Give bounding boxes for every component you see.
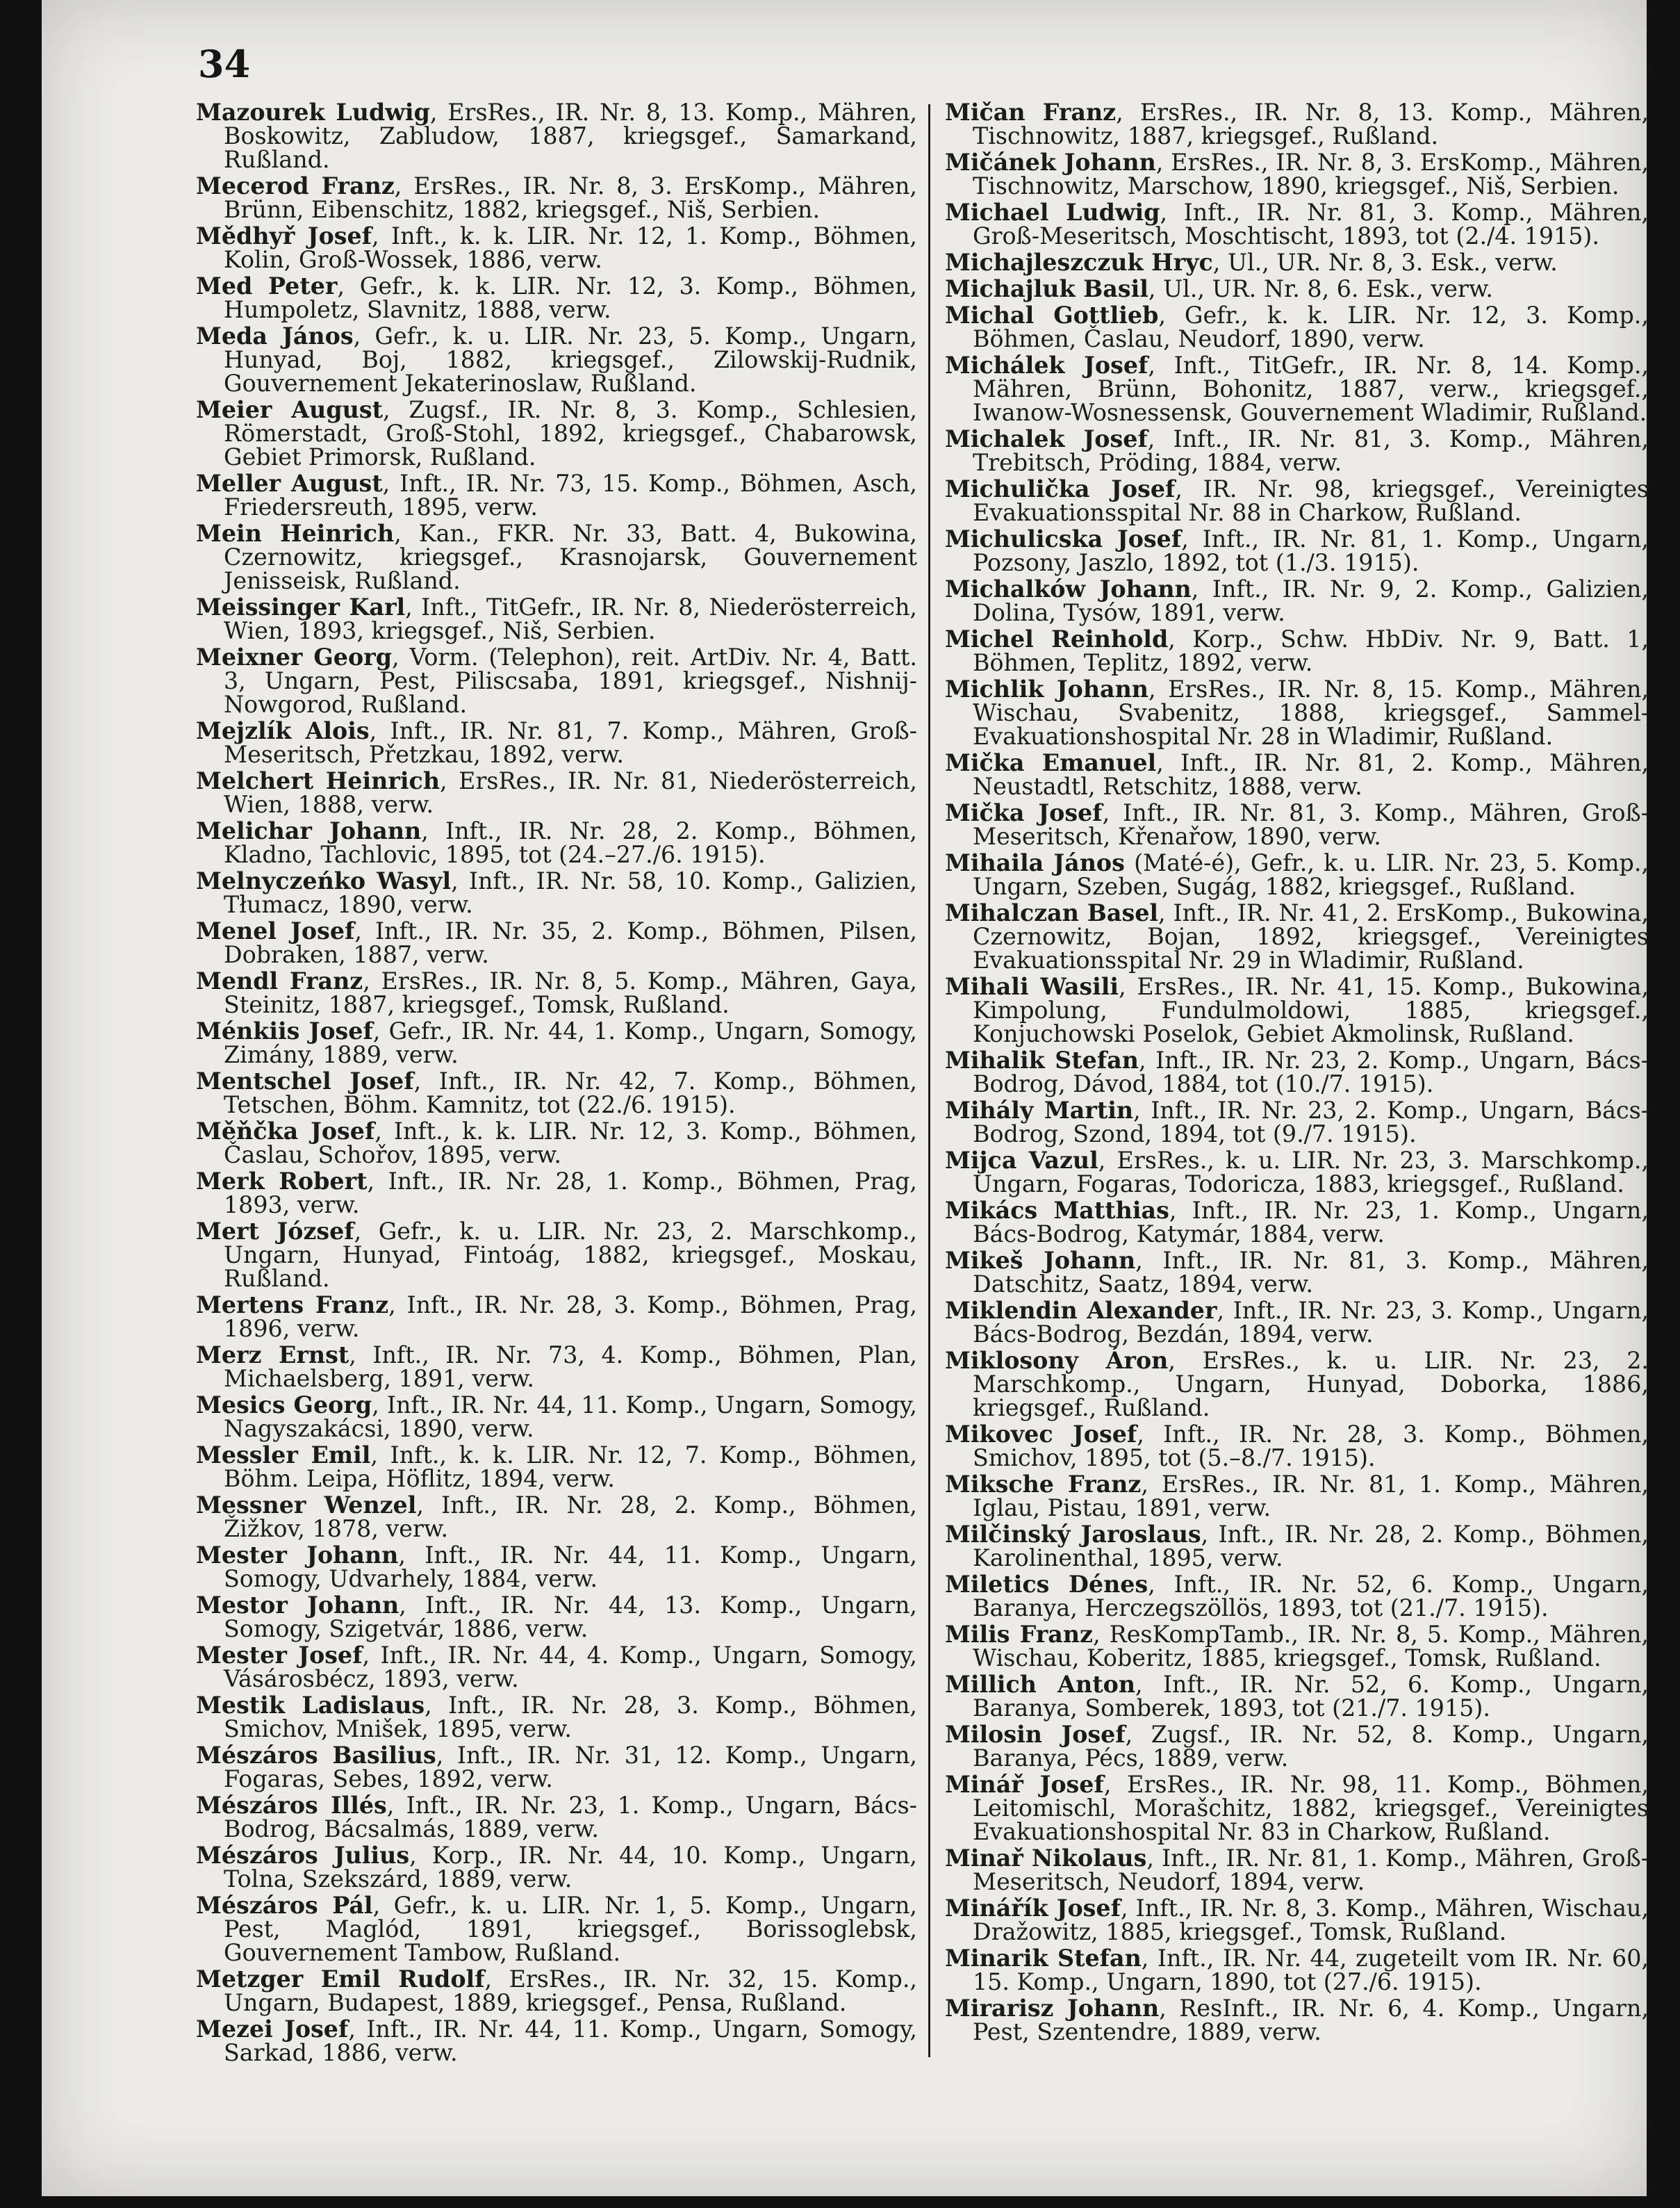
entry-details: , Gefr., k. k. LIR. Nr. 12, 3. Komp., Böhmen, Humpoletz, Slavnitz, 1888, verw. <box>224 272 917 323</box>
entry-name: Milčinský Jaroslaus <box>945 1521 1201 1548</box>
register-entry <box>196 1441 917 1492</box>
entry-details: , Zugsf., IR. Nr. 8, 3. Komp., Schlesien, Römerstadt, Groß-Stohl, 1892, kriegsgef., Chabarowsk, Gebiet Primorsk, Rußland. <box>224 396 918 471</box>
register-entry <box>196 1794 917 1841</box>
register-entry <box>196 522 917 593</box>
entry-name: Mikeš Johann <box>945 1247 1136 1274</box>
register-entry <box>196 1541 917 1592</box>
entry-name: Miletics Dénes <box>945 1571 1148 1598</box>
register-entry <box>945 277 1649 301</box>
register-entry <box>945 1249 1649 1296</box>
register-entry <box>196 1694 917 1741</box>
entry-details: , Inft., TitGefr., IR. Nr. 8, Niederösterreich, Wien, 1893, kriegsgef., Niš, Serbien. <box>224 594 917 644</box>
register-entry <box>945 678 1649 749</box>
entry-details: , Inft., IR. Nr. 44, 11. Komp., Ungarn, Somogy, Nagyszakácsi, 1890, verw. <box>224 1391 918 1442</box>
register-entry <box>945 1897 1649 1944</box>
entry-name: Metzger Emil Rudolf <box>196 1965 485 1993</box>
right-column <box>945 101 1649 2047</box>
register-entry <box>945 354 1649 425</box>
entry-name: Michulička Josef <box>945 475 1176 502</box>
entry-name: Mestor Johann <box>196 1592 400 1619</box>
register-entry <box>196 869 917 917</box>
entry-name: Mikovec Josef <box>945 1421 1137 1448</box>
entry-name: Mert József <box>196 1218 354 1245</box>
left-column <box>196 101 917 2068</box>
entry-name: Meier August <box>196 396 383 423</box>
register-entry <box>945 1947 1649 1994</box>
entry-details: , Inft., k. k. LIR. Nr. 12, 3. Komp., Böhmen, Časlau, Schořov, 1895, verw. <box>224 1118 917 1168</box>
entry-name: Michajleszczuk Hryc <box>945 249 1213 276</box>
entry-name: Meixner Georg <box>196 644 392 671</box>
register-entry <box>196 174 917 222</box>
entry-details: , Inft., IR. Nr. 52, 6. Komp., Ungarn, Baranya, Somberek, 1893, tot (21./7. 1915). <box>973 1671 1649 1722</box>
page-number: 34 <box>198 42 251 86</box>
entry-name: Minářík Josef <box>945 1895 1121 1922</box>
register-entry <box>196 1644 917 1691</box>
entry-name: Mertens Franz <box>196 1291 389 1318</box>
entry-name: Meller August <box>196 470 383 497</box>
entry-name: Mester Johann <box>196 1541 399 1569</box>
register-entry <box>196 1120 917 1167</box>
register-entry <box>196 101 917 172</box>
entry-details: , Inft., IR. Nr. 81, 2. Komp., Mähren, Neustadtl, Retschitz, 1888, verw. <box>973 749 1649 800</box>
entry-name: Michlik Johann <box>945 676 1149 703</box>
entry-name: Michajluk Basil <box>945 275 1148 302</box>
entry-details: , ErsRes., IR. Nr. 8, 15. Komp., Mähren, Wischau, Svabenitz, 1888, kriegsgef., Sammel-Evakuationshospital Nr. 28 in Wladimir, Rußland. <box>973 676 1649 750</box>
entry-details: , Inft., IR. Nr. 44, zugeteilt vom IR. Nr. 60, 15. Komp., Ungarn, 1890, tot (27./6. 1915). <box>973 1945 1649 1995</box>
entry-name: Miklendin Alexander <box>945 1297 1217 1324</box>
entry-details: , Gefr., IR. Nr. 44, 1. Komp., Ungarn, Somogy, Zimány, 1889, verw. <box>224 1017 917 1068</box>
entry-details: , ErsRes., IR. Nr. 8, 13. Komp., Mähren, Tischnowitz, 1887, kriegsgef., Rußland. <box>973 99 1649 149</box>
register-entry <box>196 819 917 867</box>
register-entry <box>196 596 917 643</box>
entry-details: , Inft., IR. Nr. 81, 1. Komp., Mähren, Groß-Meseritsch, Neudorf, 1894, verw. <box>973 1845 1649 1895</box>
register-entry <box>945 1997 1649 2044</box>
entry-details: , Inft., IR. Nr. 31, 12. Komp., Ungarn, Fogaras, Sebes, 1892, verw. <box>224 1742 917 1792</box>
entry-name: Meda János <box>196 322 354 350</box>
register-entry <box>196 1343 917 1391</box>
register-entry <box>945 1099 1649 1146</box>
entry-details: , Inft., IR. Nr. 28, 2. Komp., Böhmen, Žižkov, 1878, verw. <box>224 1491 917 1542</box>
register-entry <box>945 851 1649 899</box>
register-entry <box>945 751 1649 799</box>
register-entry <box>196 1293 917 1341</box>
entry-details: , ErsRes., IR. Nr. 8, 3. ErsKomp., Mähren, Brünn, Eibenschitz, 1882, kriegsgef., Niš, Serbien. <box>224 172 917 223</box>
register-entry <box>196 719 917 767</box>
entry-details: , Inft., IR. Nr. 28, 1. Komp., Böhmen, Prag, 1893, verw. <box>224 1168 917 1218</box>
entry-details: , IR. Nr. 98, kriegsgef., Vereinigtes Evakuationsspital Nr. 88 in Charkow, Rußland. <box>973 475 1649 526</box>
entry-name: Mezei Josef <box>196 2015 349 2043</box>
register-entry <box>945 477 1649 525</box>
entry-name: Miksche Franz <box>945 1471 1142 1498</box>
register-entry <box>945 1423 1649 1470</box>
register-entry <box>196 1594 917 1641</box>
entry-name: Melchert Heinrich <box>196 767 440 794</box>
entry-details: , Gefr., k. k. LIR. Nr. 12, 3. Komp., Böhmen, Časlau, Neudorf, 1890, verw. <box>973 302 1649 352</box>
entry-details: , ErsRes., k. u. LIR. Nr. 23, 2. Marschkomp., Ungarn, Hunyad, Doborka, 1886, kriegsgef., Rußland. <box>973 1347 1649 1421</box>
register-entry <box>945 427 1649 475</box>
register-entry <box>196 2015 918 2066</box>
entry-name: Mejzlík Alois <box>196 717 370 744</box>
entry-name: Miklosony Áron <box>945 1347 1169 1374</box>
register-entry <box>196 1965 917 2016</box>
entry-details: , Inft., IR. Nr. 28, 3. Komp., Böhmen, Smichov, Mnišek, 1895, verw. <box>224 1692 917 1742</box>
entry-details: , ErsRes., IR. Nr. 8, 13. Komp., Mähren, Boskowitz, Zabludow, 1887, kriegsgef., Samarkand, Rußland. <box>224 99 917 173</box>
entry-details: , Inft., IR. Nr. 28, 2. Komp., Böhmen, Karolinenthal, 1895, verw. <box>973 1521 1649 1571</box>
entry-details: , Vorm. (Telephon), reit. ArtDiv. Nr. 4, Batt. 3, Ungarn, Pest, Piliscsaba, 1891, kriegsgef., Nishnij-Nowgorod, Rußland. <box>224 644 917 718</box>
register-entry <box>196 646 917 717</box>
entry-details: , Inft., IR. Nr. 23, 1. Komp., Ungarn, Bács-Bodrog, Bácsalmás, 1889, verw. <box>224 1792 917 1842</box>
register-entry <box>196 224 917 272</box>
entry-name: Merz Ernst <box>196 1341 349 1368</box>
entry-details: , Inft., IR. Nr. 44, 4. Komp., Ungarn, Somogy, Vásárosbécz, 1893, verw. <box>224 1642 917 1692</box>
register-entry <box>945 1349 1649 1420</box>
entry-details: , Inft., IR. Nr. 44, 11. Komp., Ungarn, Somogy, Udvarhely, 1884, verw. <box>224 1541 917 1592</box>
register-entry <box>945 1049 1649 1096</box>
entry-details: , ErsRes., IR. Nr. 41, 15. Komp., Bukowina, Kimpolung, Fundulmoldowi, 1885, kriegsgef., Konjuchowski Poselok, Gebiet Akmolinsk, Rußland. <box>973 973 1649 1047</box>
entry-details: , ErsRes., IR. Nr. 81, 1. Komp., Mähren, Iglau, Pistau, 1891, verw. <box>973 1471 1649 1521</box>
register-entry <box>945 801 1649 849</box>
entry-details: , Inft., IR. Nr. 44, 11. Komp., Ungarn, Somogy, Sarkad, 1886, verw. <box>224 2015 918 2066</box>
register-entry <box>196 1170 917 1217</box>
entry-details: , Inft., IR. Nr. 42, 7. Komp., Böhmen, Tetschen, Böhm. Kamnitz, tot (22./6. 1915). <box>224 1068 917 1118</box>
entry-name: Měňčka Josef <box>196 1118 375 1145</box>
register-entry <box>945 101 1649 148</box>
entry-name: Michálek Josef <box>945 352 1148 379</box>
register-entry <box>945 1773 1649 1844</box>
register-entry <box>196 322 917 397</box>
entry-details: , Inft., IR. Nr. 81, 7. Komp., Mähren, Groß-Meseritsch, Přetzkau, 1892, verw. <box>224 717 917 768</box>
entry-name: Milis Franz <box>945 1621 1093 1648</box>
entry-details: , ResInft., IR. Nr. 6, 4. Komp., Ungarn, Pest, Szentendre, 1889, verw. <box>973 1995 1649 2045</box>
register-entry <box>945 1473 1649 1520</box>
entry-name: Mihaila János <box>945 849 1125 876</box>
register-entry <box>945 1723 1649 1770</box>
register-entry <box>196 1491 917 1542</box>
entry-details: , Inft., IR. Nr. 52, 6. Komp., Ungarn, Baranya, Herczegszöllös, 1893, tot (21./7. 1915). <box>973 1571 1649 1621</box>
entry-name: Michal Gottlieb <box>945 302 1159 329</box>
register-entry <box>945 251 1649 275</box>
entry-details: , Inft., IR. Nr. 81, 3. Komp., Mähren, Groß-Meseritsch, Moschtischt, 1893, tot (2./4. 1915). <box>973 199 1649 250</box>
entry-name: Michael Ludwig <box>945 199 1160 226</box>
entry-details: , Inft., IR. Nr. 35, 2. Komp., Böhmen, Pilsen, Dobraken, 1887, verw. <box>224 917 917 968</box>
entry-name: Minař Nikolaus <box>945 1845 1147 1872</box>
entry-details: , ErsRes., IR. Nr. 81, Niederösterreich, Wien, 1888, verw. <box>224 767 917 818</box>
entry-details: , Inft., IR. Nr. 81, 3. Komp., Mähren, Groß-Meseritsch, Křenařow, 1890, verw. <box>973 799 1649 850</box>
entry-details: , Zugsf., IR. Nr. 52, 8. Komp., Ungarn, Baranya, Pécs, 1889, verw. <box>973 1721 1649 1772</box>
entry-details: , Inft., IR. Nr. 23, 2. Komp., Ungarn, Bács-Bodrog, Szond, 1894, tot (9./7. 1915). <box>973 1097 1649 1147</box>
entry-name: Mendl Franz <box>196 967 363 995</box>
entry-name: Mičan Franz <box>945 99 1117 126</box>
entry-name: Michel Reinhold <box>945 625 1169 653</box>
register-entry <box>945 1299 1649 1346</box>
entry-details: , Inft., IR. Nr. 73, 4. Komp., Böhmen, Plan, Michaelsberg, 1891, verw. <box>224 1341 917 1392</box>
register-entry <box>196 1744 917 1791</box>
entry-details: , Inft., IR. Nr. 81, 1. Komp., Ungarn, Pozsony, Jaszlo, 1892, tot (1./3. 1915). <box>973 525 1649 576</box>
entry-name: Mecerod Franz <box>196 172 395 199</box>
entry-details: , Korp., Schw. HbDiv. Nr. 9, Batt. 1, Böhmen, Teplitz, 1892, verw. <box>973 625 1649 676</box>
entry-details: , ErsRes., IR. Nr. 8, 5. Komp., Mähren, Gaya, Steinitz, 1887, kriegsgef., Tomsk, Rußland. <box>224 967 917 1018</box>
entry-name: Mědhyř Josef <box>196 222 372 250</box>
entry-name: Mijca Vazul <box>945 1147 1098 1174</box>
entry-name: Mička Josef <box>945 799 1103 826</box>
entry-details: , Inft., TitGefr., IR. Nr. 8, 14. Komp., Mähren, Brünn, Bohonitz, 1887, verw., kriegsgef., Iwanow-Wosnessensk, Gouvernement Wladimir, Rußland. <box>973 352 1649 426</box>
entry-details: , Gefr., k. u. LIR. Nr. 23, 5. Komp., Ungarn, Hunyad, Boj, 1882, kriegsgef., Zilowskij-Rudnik, Gouvernement Jekaterinoslaw, Rußland. <box>224 322 917 397</box>
register-entry <box>945 1199 1649 1246</box>
entry-details: , Inft., k. k. LIR. Nr. 12, 1. Komp., Böhmen, Kolin, Groß-Wossek, 1886, verw. <box>224 222 917 273</box>
entry-name: Milosin Josef <box>945 1721 1126 1748</box>
entry-details: , Ul., UR. Nr. 8, 3. Esk., verw. <box>1212 249 1558 276</box>
entry-name: Meissinger Karl <box>196 594 406 621</box>
register-entry <box>196 398 917 469</box>
register-entry <box>196 272 917 323</box>
entry-name: Mihalczan Basel <box>945 899 1159 926</box>
entry-details: , Kan., FKR. Nr. 33, Batt. 4, Bukowina, Czernowitz, kriegsgef., Krasnojarsk, Gouvernement Jenisseisk, Rußland. <box>224 520 917 594</box>
entry-name: Mirarisz Johann <box>945 1995 1160 2022</box>
entry-details: , ErsRes., IR. Nr. 98, 11. Komp., Böhmen, Leitomischl, Morašchitz, 1882, kriegsgef., Vereinigtes Evakuationshospital Nr. 83 in Charkow, Rußland. <box>973 1771 1649 1845</box>
entry-name: Mestik Ladislaus <box>196 1692 425 1719</box>
register-entry <box>945 975 1649 1046</box>
entry-name: Mička Emanuel <box>945 749 1157 776</box>
entry-name: Mesics Georg <box>196 1391 372 1418</box>
entry-details: (Maté-é), Gefr., k. u. LIR. Nr. 23, 5. Komp., Ungarn, Szeben, Sugág, 1882, kriegsgef., Rußland. <box>973 849 1649 900</box>
entry-name: Mester Josef <box>196 1642 363 1669</box>
entry-details: , Inft., IR. Nr. 28, 3. Komp., Böhmen, Prag, 1896, verw. <box>224 1291 918 1342</box>
register-entry <box>945 151 1649 198</box>
entry-name: Merk Robert <box>196 1168 368 1195</box>
entry-details: , Inft., IR. Nr. 81, 3. Komp., Mähren, Trebitsch, Pröding, 1884, verw. <box>973 425 1649 476</box>
entry-details: , ErsRes., IR. Nr. 8, 3. ErsKomp., Mähren, Tischnowitz, Marschow, 1890, kriegsgef., Niš, Serbien. <box>973 149 1649 199</box>
entry-details: , Inft., IR. Nr. 28, 3. Komp., Böhmen, Smichov, 1895, tot (5.–8./7. 1915). <box>973 1421 1649 1471</box>
register-entry <box>196 472 917 519</box>
register-entry <box>945 1673 1649 1720</box>
entry-name: Mészáros Julius <box>196 1842 410 1869</box>
column-divider <box>928 104 930 2057</box>
document-page <box>42 0 1647 2196</box>
entry-details: , ResKompTamb., IR. Nr. 8, 5. Komp., Mähren, Wischau, Koberitz, 1885, kriegsgef., Tomsk, Rußland. <box>973 1621 1649 1671</box>
register-entry <box>945 625 1649 676</box>
entry-details: , Gefr., k. u. LIR. Nr. 23, 2. Marschkomp., Ungarn, Hunyad, Fintoág, 1882, kriegsgef., Moskau, Rußland. <box>224 1218 917 1292</box>
entry-details: , Inft., IR. Nr. 28, 2. Komp., Böhmen, Kladno, Tachlovic, 1895, tot (24.–27./6. 1915). <box>224 817 917 868</box>
entry-name: Mihály Martin <box>945 1097 1134 1124</box>
entry-name: Mein Heinrich <box>196 520 395 547</box>
register-entry <box>196 1844 917 1891</box>
entry-name: Messler Emil <box>196 1441 371 1469</box>
register-entry <box>945 575 1649 626</box>
entry-details: , Inft., IR. Nr. 23, 3. Komp., Ungarn, Bács-Bodrog, Bezdán, 1894, verw. <box>973 1297 1649 1348</box>
entry-name: Menel Josef <box>196 917 355 944</box>
entry-details: , Gefr., k. u. LIR. Nr. 1, 5. Komp., Ungarn, Pest, Maglód, 1891, kriegsgef., Borissoglebsk, Gouvernement Tambow, Rußland. <box>224 1892 917 1966</box>
entry-details: , ErsRes., IR. Nr. 32, 15. Komp., Ungarn, Budapest, 1889, kriegsgef., Pensa, Rußland. <box>224 1965 917 2016</box>
entry-name: Mihali Wasili <box>945 973 1119 1000</box>
register-entry <box>196 1070 917 1117</box>
register-entry <box>196 967 917 1018</box>
entry-details: , Inft., IR. Nr. 8, 3. Komp., Mähren, Wischau, Dražowitz, 1885, kriegsgef., Tomsk, Rußland. <box>973 1895 1649 1945</box>
entry-name: Millich Anton <box>945 1671 1136 1698</box>
register-entry <box>945 1623 1649 1670</box>
entry-name: Mihalik Stefan <box>945 1047 1139 1074</box>
register-entry <box>945 525 1649 576</box>
entry-name: Mičánek Johann <box>945 149 1156 176</box>
register-entry <box>196 769 917 817</box>
entry-details: , Inft., IR. Nr. 58, 10. Komp., Galizien, Tłumacz, 1890, verw. <box>224 867 917 918</box>
entry-details: , Inft., IR. Nr. 81, 3. Komp., Mähren, Datschitz, Saatz, 1894, verw. <box>973 1247 1649 1298</box>
register-entry <box>945 1149 1649 1196</box>
entry-details: , Inft., IR. Nr. 41, 2. ErsKomp., Bukowina, Czernowitz, Bojan, 1892, kriegsgef., Vereinigtes Evakuationsspital Nr. 29 in Wladimir, Rußland. <box>973 899 1649 974</box>
register-entry <box>945 1847 1649 1894</box>
entry-name: Minář Josef <box>945 1771 1104 1798</box>
entry-name: Mészáros Basilius <box>196 1742 436 1769</box>
entry-details: , Inft., IR. Nr. 44, 13. Komp., Ungarn, Somogy, Szigetvár, 1886, verw. <box>224 1592 917 1642</box>
register-entry <box>945 304 1649 351</box>
entry-details: , Ul., UR. Nr. 8, 6. Esk., verw. <box>1148 275 1493 302</box>
entry-name: Mazourek Ludwig <box>196 99 430 126</box>
entry-name: Mészáros Illés <box>196 1792 387 1819</box>
entry-name: Melichar Johann <box>196 817 422 844</box>
entry-details: , Korp., IR. Nr. 44, 10. Komp., Ungarn, Tolna, Szekszárd, 1889, verw. <box>224 1842 918 1892</box>
entry-name: Michulicska Josef <box>945 525 1182 553</box>
register-entry <box>945 1523 1649 1570</box>
entry-details: , ErsRes., k. u. LIR. Nr. 23, 3. Marschkomp., Ungarn, Fogaras, Todoricza, 1883, kriegsgef., Rußland. <box>973 1147 1649 1197</box>
entry-name: Mikács Matthias <box>945 1197 1169 1224</box>
entry-details: , Inft., IR. Nr. 23, 2. Komp., Ungarn, Bács-Bodrog, Dávod, 1884, tot (10./7. 1915). <box>973 1047 1649 1097</box>
register-entry <box>196 1894 917 1965</box>
entry-name: Minarik Stefan <box>945 1945 1142 1972</box>
entry-name: Melnyczeńko Wasyl <box>196 867 452 894</box>
register-entry <box>945 201 1649 248</box>
entry-details: , Inft., k. k. LIR. Nr. 12, 7. Komp., Böhmen, Böhm. Leipa, Höflitz, 1894, verw. <box>224 1441 917 1492</box>
entry-details: , Inft., IR. Nr. 73, 15. Komp., Böhmen, Asch, Friedersreuth, 1895, verw. <box>224 470 917 521</box>
entry-name: Messner Wenzel <box>196 1491 417 1519</box>
entry-name: Michalków Johann <box>945 575 1192 603</box>
entry-name: Mentschel Josef <box>196 1068 414 1095</box>
register-entry <box>196 1393 917 1441</box>
register-entry <box>945 1573 1649 1620</box>
register-entry <box>196 1220 917 1291</box>
entry-name: Med Peter <box>196 272 338 300</box>
register-entry <box>945 901 1649 972</box>
entry-name: Michalek Josef <box>945 425 1148 452</box>
entry-name: Ménkiis Josef <box>196 1017 373 1045</box>
register-entry <box>196 919 917 967</box>
register-entry <box>196 1017 917 1068</box>
entry-details: , Inft., IR. Nr. 9, 2. Komp., Galizien, Dolina, Tysów, 1891, verw. <box>973 575 1649 626</box>
entry-details: , Inft., IR. Nr. 23, 1. Komp., Ungarn, Bács-Bodrog, Katymár, 1884, verw. <box>973 1197 1649 1248</box>
entry-name: Mészáros Pál <box>196 1892 373 1919</box>
